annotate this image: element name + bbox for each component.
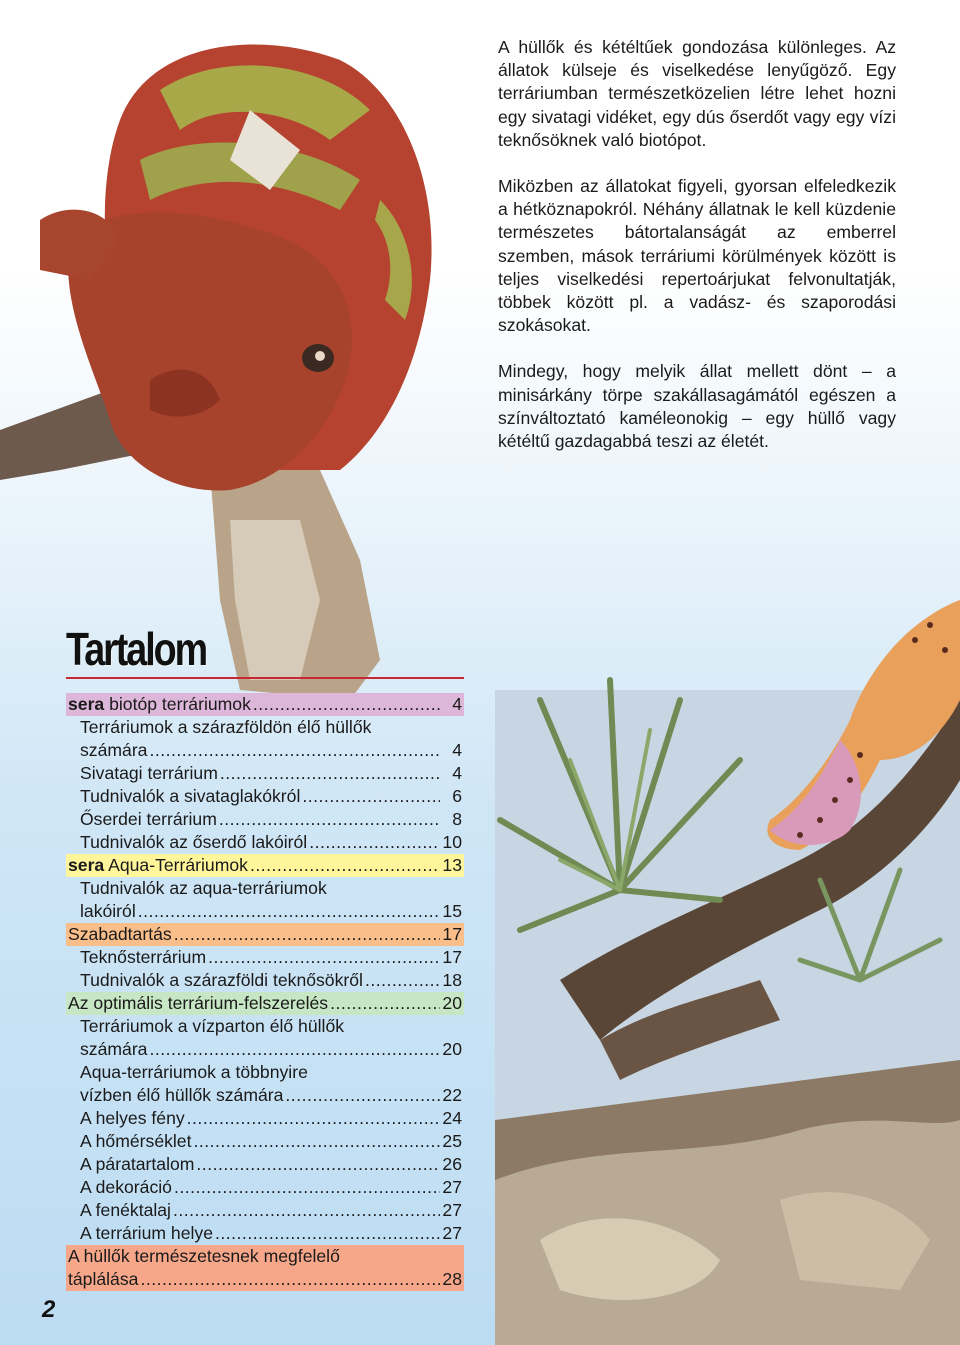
toc-entry[interactable] — [66, 1015, 464, 1061]
toc-entry-page: 20 — [442, 1039, 462, 1059]
toc-entry-label: Tudnivalók a szárazföldi teknősökről — [80, 970, 363, 990]
toc-entry[interactable] — [66, 785, 464, 808]
toc-entry-page: 4 — [452, 694, 462, 714]
intro-text — [498, 36, 896, 476]
toc-entry-page: 8 — [452, 809, 462, 829]
toc-entry-label: Őserdei terrárium — [80, 809, 217, 829]
toc-entry-label: Szabadtartás — [68, 924, 172, 944]
toc-entry-brand: sera — [68, 855, 105, 875]
toc-entry[interactable] — [66, 992, 464, 1015]
toc-entry-label-line1: Terráriumok a vízparton élő hüllők — [80, 1016, 345, 1036]
toc-entry-label: A fenéktalaj — [80, 1200, 171, 1220]
toc-entry[interactable] — [66, 831, 464, 854]
intro-paragraph-3: Mindegy, hogy melyik állat mellett dönt – a minisárkány törpe szakállasagámától egészen a színváltoztató kaméleonokig – egy hüllő vagy kétéltű gazdagabbá teszi az életét. — [498, 361, 896, 452]
toc-entry-label: A terrárium helye — [80, 1223, 213, 1243]
toc-entry-page: 18 — [442, 970, 462, 990]
toc-entry[interactable] — [66, 1130, 464, 1153]
toc-entry[interactable] — [66, 923, 464, 946]
page-number: 2 — [42, 1296, 56, 1323]
toc-divider — [66, 677, 464, 679]
toc-entry[interactable] — [66, 969, 464, 992]
toc-entry[interactable] — [66, 1199, 464, 1222]
toc-entry[interactable] — [66, 808, 464, 831]
toc-entry[interactable] — [66, 1107, 464, 1130]
toc-entry-label: A páratartalom — [80, 1154, 195, 1174]
toc-entry[interactable] — [66, 1153, 464, 1176]
toc-entry-page: 28 — [442, 1269, 462, 1289]
toc-entry-page: 26 — [442, 1154, 462, 1174]
toc-entry-label: számára — [80, 740, 148, 760]
toc-entry-label: Az optimális terrárium-felszerelés — [68, 993, 329, 1013]
toc-entry-page: 4 — [452, 740, 462, 760]
toc-entry[interactable] — [66, 1061, 464, 1107]
intro-paragraph-2: Miközben az állatokat figyeli, gyorsan elfeledkezik a hétköznapokról. Néhány állatnak le kell küzdenie természetes bátortalanságát az emberrel szemben, mások terráriumi körülmények között is teljes viselkedési repertoárjukat felvonultatják, többek között pl. a vadász- és szaporodási szokásokat. — [498, 176, 896, 336]
toc-entry-label: Sivatagi terrárium — [80, 763, 218, 783]
toc-entry-page: 27 — [442, 1177, 462, 1197]
toc-entry-page: 22 — [442, 1085, 462, 1105]
toc-entry-label: A hőmérséklet — [80, 1131, 192, 1151]
toc-entry-label-line1: A hüllők természetesnek megfelelő — [68, 1246, 340, 1266]
toc-entry[interactable] — [66, 1176, 464, 1199]
toc-entry-label: biotóp terráriumok — [104, 694, 251, 714]
toc-entry[interactable] — [66, 693, 464, 716]
toc-entry-label-line1: Terráriumok a szárazföldön élő hüllők — [80, 717, 372, 737]
toc-entry-page: 6 — [452, 786, 462, 806]
intro-paragraph-1: A hüllők és kétéltűek gondozása különleges. Az állatok külseje és viselkedése lenyűgöző. Egy terráriumban természetközelien létre lehet hozni egy sivatagi vidéket, egy dús őserdőt vagy egy vízi teknősöknek való biotópot. — [498, 37, 896, 150]
toc-entry[interactable] — [66, 1245, 464, 1291]
toc-entry-label: A helyes fény — [80, 1108, 185, 1128]
toc-entry[interactable] — [66, 1222, 464, 1245]
toc-entry-page: 4 — [452, 763, 462, 783]
toc-entry-label: A dekoráció — [80, 1177, 172, 1197]
toc-entry-brand: sera — [68, 694, 105, 714]
toc-entry-page: 13 — [442, 855, 462, 875]
toc-entry[interactable] — [66, 762, 464, 785]
toc-entry-page: 10 — [442, 832, 462, 852]
toc-entry-label-line1: Aqua-terráriumok a többnyire — [80, 1062, 308, 1082]
terrarium-scene-image — [495, 600, 960, 1345]
toc-entry-page: 27 — [442, 1200, 462, 1220]
toc-entry-label: vízben élő hüllők számára — [80, 1085, 284, 1105]
toc-entry-label-line1: Tudnivalók az aqua-terráriumok — [80, 878, 327, 898]
toc-entry-page: 17 — [442, 947, 462, 967]
toc-entry-label: lakóiról — [80, 901, 136, 921]
table-of-contents — [66, 693, 464, 1291]
toc-entry[interactable] — [66, 716, 464, 762]
toc-title: Tartalom — [66, 623, 207, 675]
toc-entry-label: Teknősterrárium — [80, 947, 207, 967]
toc-entry-label: táplálása — [68, 1269, 139, 1289]
toc-entry-page: 25 — [442, 1131, 462, 1151]
toc-entry-label: Tudnivalók az őserdő lakóiról — [80, 832, 308, 852]
toc-entry-label: Aqua-Terráriumok — [104, 855, 248, 875]
toc-entry[interactable] — [66, 877, 464, 923]
toc-entry[interactable] — [66, 854, 464, 877]
toc-entry-page: 15 — [442, 901, 462, 921]
toc-entry-page: 20 — [442, 993, 462, 1013]
toc-entry-page: 27 — [442, 1223, 462, 1243]
toc-entry-label: számára — [80, 1039, 148, 1059]
toc-entry-page: 17 — [442, 924, 462, 944]
toc-entry-label: Tudnivalók a sivataglakókról — [80, 786, 301, 806]
toc-entry[interactable] — [66, 946, 464, 969]
toc-entry-page: 24 — [442, 1108, 462, 1128]
